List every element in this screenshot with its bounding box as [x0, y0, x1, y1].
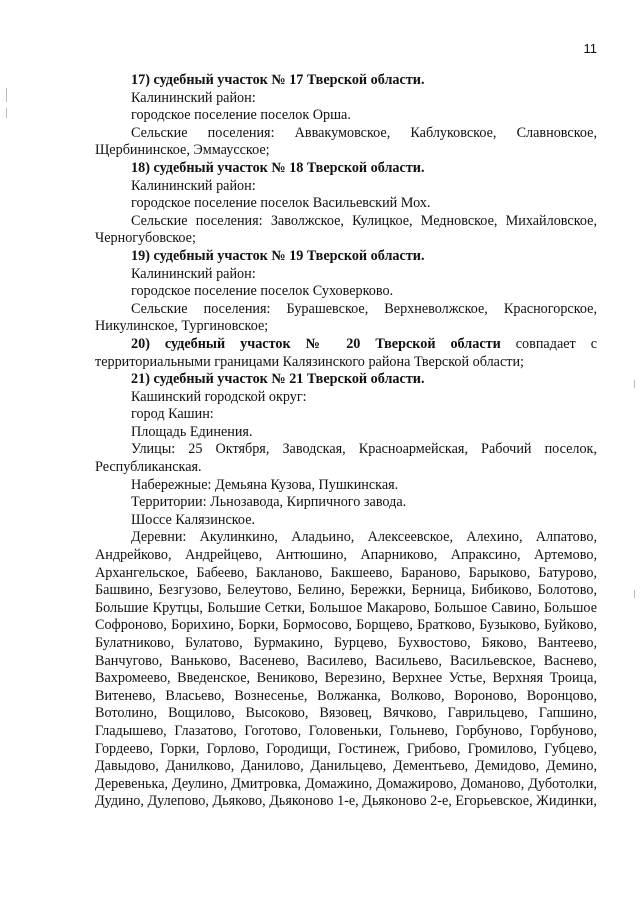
- section-20-heading: 20) судебный участок № 20 Тверской области: [131, 335, 501, 352]
- district-label: Калининский район:: [131, 89, 256, 106]
- district-label: Калининский район:: [131, 265, 256, 282]
- section-20-text: совпадает с территориальными границами Калязинского района Тверской области;: [95, 335, 597, 370]
- villages-list: Деревни: Акулинкино, Аладьино, Алексеевское, Алехино, Алпатово, Андрейково, Андрейцево, Антюшино, Апарниково, Апраксино, Артемово, Архангельское, Бабеево, Бакланово, Бакшеево, Бараново, Барыково, Батурово, Башвино, Безгузово, Белеутово, Белино, Бережки, Берница, Бибиково, Болотово, Большие Крутцы, Большие Сетки, Большое Макарово, Большое Савино, Большое Софроново, Борихино, Борки, Бормосово, Борщево, Братково, Бузыково, Буйково, Булатниково, Булатово, Бурмакино, Бурцево, Бухвостово, Бяково, Вантеево, Ванчугово, Ваньково, Васенево, Василево, Васильево, Васильевское, Васнево, Вахромеево, Введенское, Вениково, Верезино, Верхнее Устье, Верхняя Троица, Витенево, Власьево, Вознесенье, Волжанка, Волково, Вороново, Воронцово, Вотолино, Вощилово, Высоково, Вязовец, Вячково, Гаврильцево, Гапшино, Гладышево, Глазатово, Гоготово, Головеньки, Гольнево, Горбуново, Горбуново, Гордеево, Горки, Горлово, Городищи, Гостинеж, Грибово, Громилово, Губцево, Давыдово, Данилково, Данилово, Данильцево, Дементьево, Демидово, Демино, Деревенька, Деулино, Дмитровка, Домажино, Домажирово, Доманово, Дуботолки, Дудино, Дулепово, Дьяково, Дьяконово 1-е, Дьяконово 2-е, Егорьевское, Жидинки,: [95, 529, 597, 810]
- section-17-heading: 17) судебный участок № 17 Тверской области.: [131, 72, 425, 88]
- squares: Площадь Единения.: [131, 423, 253, 440]
- rural-settlements: Сельские поселения: Бурашевское, Верхневолжское, Красногорское, Никулинское, Тургиновское;: [95, 300, 597, 335]
- highway: Шоссе Калязинское.: [131, 511, 256, 528]
- urban-settlement: городское поселение поселок Суховерково.: [131, 283, 394, 300]
- section-18-heading: 18) судебный участок № 18 Тверской области.: [131, 159, 425, 176]
- urban-settlement: городское поселение поселок Орша.: [131, 107, 351, 124]
- urban-settlement: городское поселение поселок Васильевский Мох.: [131, 195, 431, 212]
- embankments: Набережные: Демьяна Кузова, Пушкинская.: [131, 476, 399, 493]
- district-label: Калининский район:: [131, 177, 256, 194]
- district-label: Кашинский городской округ:: [131, 388, 307, 405]
- rural-settlements: Сельские поселения: Заволжское, Кулицкое, Медновское, Михайловское, Черногубовское;: [95, 212, 597, 247]
- scan-mark-left: [6, 88, 7, 102]
- city-label: город Кашин:: [131, 406, 214, 423]
- scan-mark-right-2: [634, 590, 635, 598]
- document-body: [95, 72, 597, 811]
- section-20-paragraph: [95, 336, 597, 371]
- section-19-heading: 19) судебный участок № 19 Тверской области.: [131, 247, 425, 264]
- scan-mark-left-2: [6, 108, 7, 118]
- streets: Улицы: 25 Октября, Заводская, Красноармейская, Рабочий поселок, Республиканская.: [95, 441, 597, 476]
- territories: Территории: Льнозавода, Кирпичного завода.: [131, 494, 407, 511]
- scan-mark-right: [634, 380, 635, 388]
- section-21-heading: 21) судебный участок № 21 Тверской области.: [131, 371, 425, 388]
- page-number: 11: [583, 41, 597, 56]
- rural-settlements: Сельские поселения: Аввакумовское, Каблуковское, Славновское, Щербининское, Эммаусское;: [95, 124, 597, 159]
